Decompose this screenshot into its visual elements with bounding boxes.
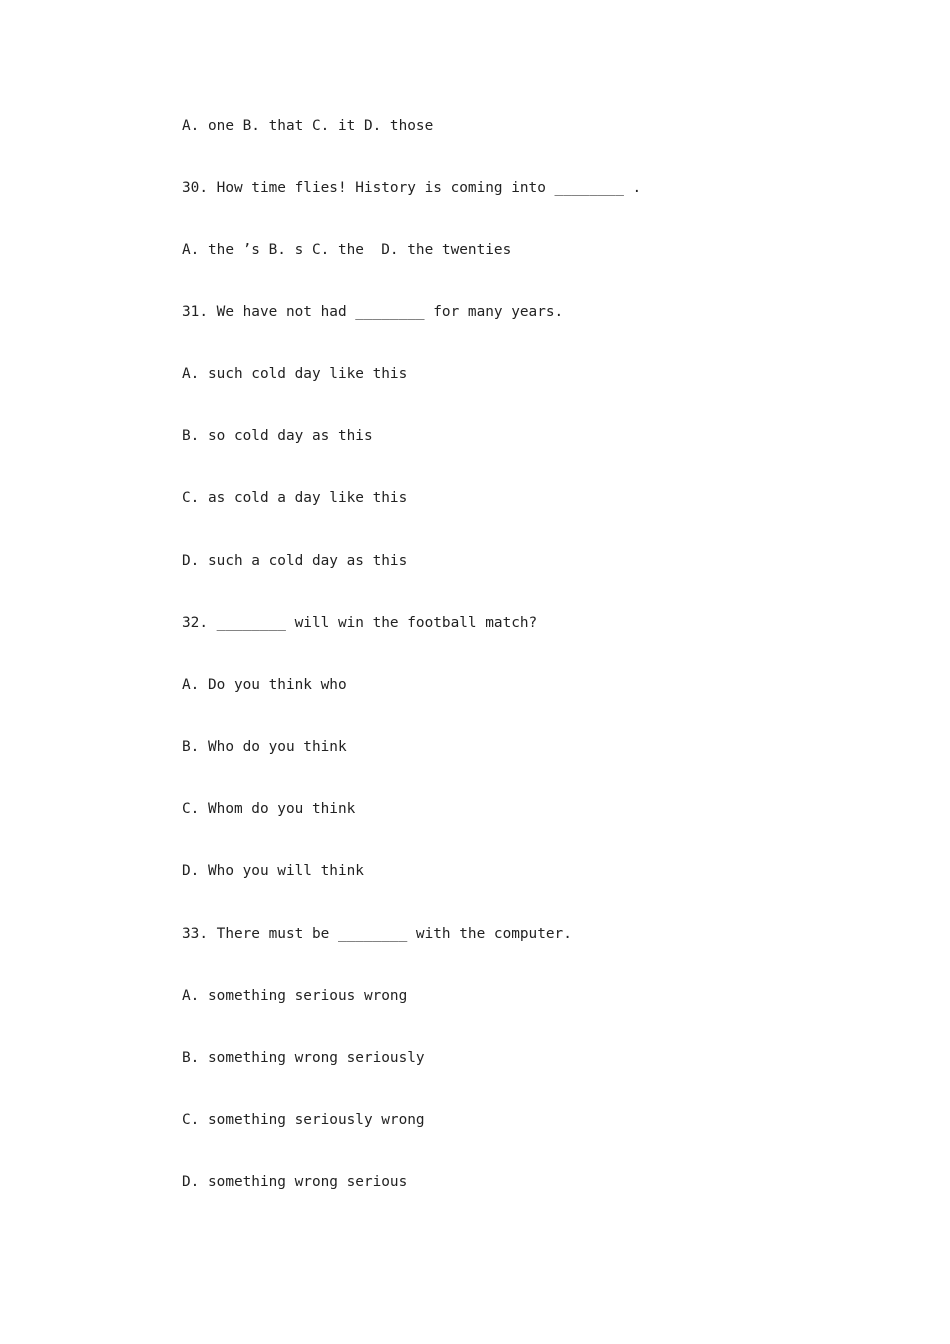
q33-option-b: B. something wrong seriously — [182, 1050, 425, 1066]
q30-question: 30. How time flies! History is coming into ________ . — [182, 180, 642, 196]
q33-question: 33. There must be ________ with the computer. — [182, 926, 572, 942]
q31-option-c: C. as cold a day like this — [182, 490, 408, 506]
q32-option-d: D. Who you will think — [182, 863, 364, 879]
q32-option-b: B. Who do you think — [182, 739, 347, 755]
q31-option-d: D. such a cold day as this — [182, 553, 408, 569]
q32-question: 32. ________ will win the football match? — [182, 615, 538, 631]
q33-option-d: D. something wrong serious — [182, 1174, 408, 1190]
q31-option-b: B. so cold day as this — [182, 428, 373, 444]
q33-option-a: A. something serious wrong — [182, 988, 408, 1004]
q32-option-a: A. Do you think who — [182, 677, 347, 693]
q31-question: 31. We have not had ________ for many years. — [182, 304, 564, 320]
q30-options: A. the ’s B. s C. the D. the twenties — [182, 242, 512, 258]
q32-option-c: C. Whom do you think — [182, 801, 356, 817]
q31-option-a: A. such cold day like this — [182, 366, 408, 382]
q33-option-c: C. something seriously wrong — [182, 1112, 425, 1128]
q29-options: A. one B. that C. it D. those — [182, 118, 434, 134]
